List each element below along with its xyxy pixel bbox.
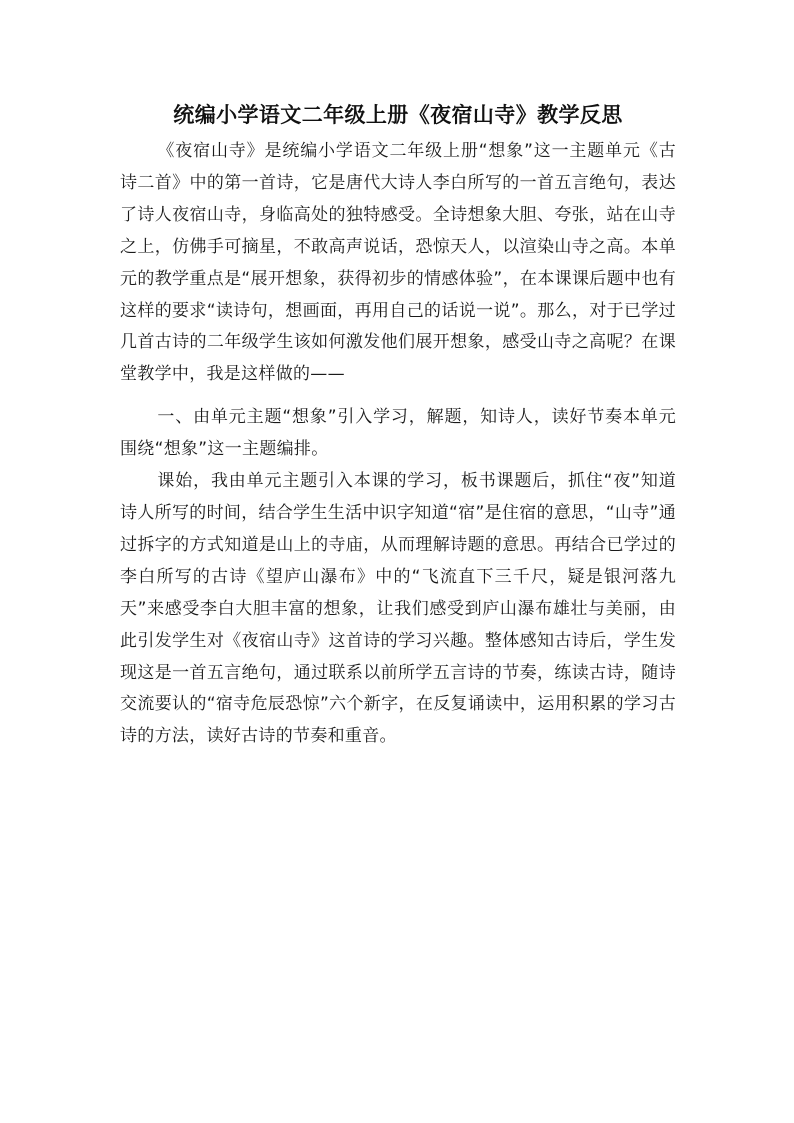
document-body <box>120 98 676 753</box>
paragraph-lesson-opening: 课始，我由单元主题引入本课的学习，板书课题后，抓住“夜”知道诗人所写的时间，结合学生生活中识字知道“宿”是住宿的意思，“山寺”通过拆字的方式知道是山上的寺庙，从而理解诗题的意思。再结合已学过的李白所写的古诗《望庐山瀑布》中的“飞流直下三千尺，疑是银河落九天”来感受李白大胆丰富的想象，让我们感受到庐山瀑布雄壮与美丽，由此引发学生对《夜宿山寺》这首诗的学习兴趣。整体感知古诗后，学生发现这是一首五言绝句，通过联系以前所学五言诗的节奏，练读古诗，随诗交流要认的“宿寺危辰恐惊”六个新字，在反复诵读中，运用积累的学习古诗的方法，读好古诗的节奏和重音。 <box>120 471 676 747</box>
paragraph-intro: 《夜宿山寺》是统编小学语文二年级上册“想象”这一主题单元《古诗二首》中的第一首诗，它是唐代大诗人李白所写的一首五言绝句，表达了诗人夜宿山寺，身临高处的独特感受。全诗想象大胆、夸张，站在山寺之上，仿佛手可摘星，不敢高声说话，恐惊天人，以渲染山寺之高。本单元的教学重点是“展开想象，获得初步的情感体验”，在本课课后题中也有这样的要求“读诗句，想画面，再用自己的话说一说”。那么，对于已学过几首古诗的二年级学生该如何激发他们展开想象，感受山寺之高呢？在课堂教学中，我是这样做的—— <box>120 141 676 385</box>
document-title: 统编小学语文二年级上册《夜宿山寺》教学反思 <box>173 102 623 127</box>
paragraph-section-one-heading: 一、由单元主题“想象”引入学习，解题，知诗人，读好节奏本单元围绕“想象”这一主题编排。 <box>120 407 676 460</box>
